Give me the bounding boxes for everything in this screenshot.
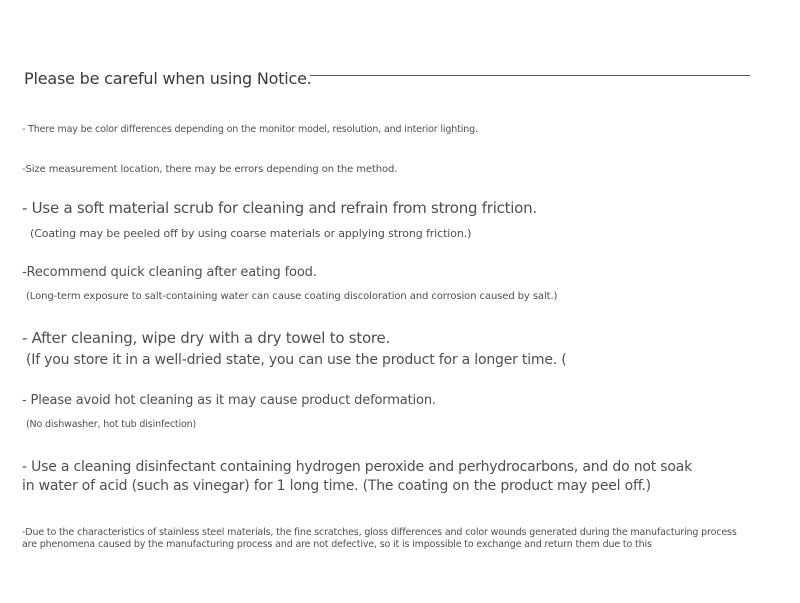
notice-quick-cleaning: -Recommend quick cleaning after eating food.	[22, 265, 317, 280]
notice-soft-scrub: - Use a soft material scrub for cleaning and refrain from strong friction.	[22, 199, 537, 217]
notice-stainless-line-1: -Due to the characteristics of stainless steel materials, the fine scratches, gloss differences and color wounds generated during the manufacturing process	[22, 527, 737, 538]
notice-quick-cleaning-detail: (Long-term exposure to salt-containing water can cause coating discoloration and corrosion caused by salt.)	[26, 291, 558, 302]
notice-hot-cleaning-detail: (No dishwasher, hot tub disinfection)	[26, 419, 197, 430]
notice-title: Please be careful when using Notice.	[24, 69, 312, 88]
notice-disinfectant-line-2: in water of acid (such as vinegar) for 1 long time. (The coating on the product may peel off.)	[22, 478, 651, 494]
notice-soft-scrub-detail: (Coating may be peeled off by using coarse materials or applying strong friction.)	[30, 227, 472, 240]
notice-color-difference: - There may be color differences depending on the monitor model, resolution, and interior lighting.	[22, 124, 478, 135]
notice-hot-cleaning: - Please avoid hot cleaning as it may cause product deformation.	[22, 393, 436, 408]
notice-disinfectant-line-1: - Use a cleaning disinfectant containing hydrogen peroxide and perhydrocarbons, and do not soak	[22, 459, 693, 475]
notice-size-measurement: -Size measurement location, there may be errors depending on the method.	[22, 164, 398, 175]
notice-wipe-dry-detail: (If you store it in a well-dried state, you can use the product for a longer time. (	[26, 352, 567, 368]
title-divider	[310, 75, 750, 76]
notice-stainless-line-2: are phenomena caused by the manufacturing process and are not defective, so it is impossible to exchange and return them due to this	[22, 539, 652, 550]
notice-wipe-dry: - After cleaning, wipe dry with a dry towel to store.	[22, 329, 390, 347]
